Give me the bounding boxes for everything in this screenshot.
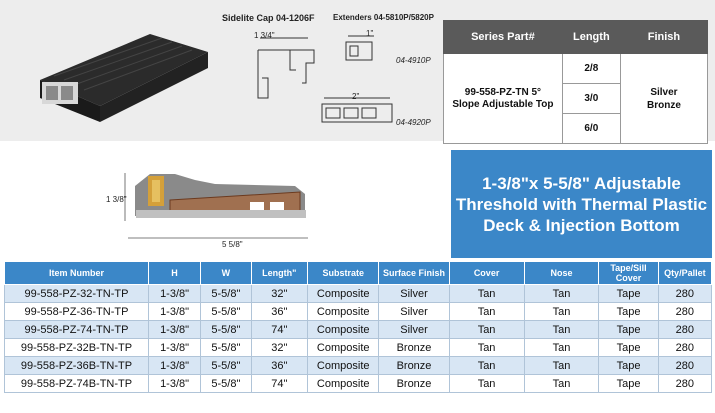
table-cell: 280 (658, 375, 711, 393)
column-header: Item Number (5, 262, 149, 285)
table-cell: Tape (599, 321, 658, 339)
table-cell: Tape (599, 375, 658, 393)
table-cell: 36" (251, 303, 307, 321)
table-cell: 36" (251, 357, 307, 375)
length-cell: 6/0 (562, 114, 620, 144)
column-header: H (148, 262, 200, 285)
sidelite-cap-label: Sidelite Cap 04-1206F (222, 13, 315, 23)
table-cell: Tape (599, 285, 658, 303)
table-cell: 280 (658, 321, 711, 339)
column-header: Length" (251, 262, 307, 285)
table-cell: Composite (307, 285, 378, 303)
table-cell: Tan (449, 375, 524, 393)
series-part: 99-558-PZ-TN 5° Slope Adjustable Top (444, 54, 563, 144)
table-cell: Composite (307, 375, 378, 393)
profile-height-label: 1 3/8" (106, 195, 127, 204)
table-cell: Tan (524, 357, 599, 375)
table-cell: Silver (379, 321, 449, 339)
product-table (4, 261, 712, 393)
table-row (5, 339, 712, 357)
table-cell: 99-558-PZ-74B-TN-TP (5, 375, 149, 393)
finish-header: Finish (620, 21, 707, 54)
cap-dimension: 1 3/4" (254, 31, 275, 40)
table-cell: 1-3/8" (148, 285, 200, 303)
column-header: W (201, 262, 251, 285)
column-header: Cover (449, 262, 524, 285)
product-title-box (451, 150, 712, 258)
table-cell: 280 (658, 339, 711, 357)
column-header: Surface Finish (379, 262, 449, 285)
extender-2-code: 04-4920P (396, 118, 431, 127)
table-cell: 99-558-PZ-36-TN-TP (5, 303, 149, 321)
table-cell: 5-5/8" (201, 375, 251, 393)
table-body (5, 285, 712, 393)
threshold-profile-drawing (100, 156, 445, 256)
table-header-row (5, 262, 712, 285)
table-cell: 32" (251, 339, 307, 357)
table-cell: Tan (449, 357, 524, 375)
product-title: 1-3/8"x 5-5/8" Adjustable Threshold with Thermal Plastic Deck & Injection Bottom (455, 173, 708, 235)
table-cell: Tan (524, 303, 599, 321)
table-row (5, 321, 712, 339)
table-cell: Tan (524, 321, 599, 339)
table-cell: Composite (307, 357, 378, 375)
table-cell: Bronze (379, 357, 449, 375)
table-cell: Tan (524, 285, 599, 303)
column-header: Nose (524, 262, 599, 285)
table-cell: 99-558-PZ-32-TN-TP (5, 285, 149, 303)
table-cell: 280 (658, 303, 711, 321)
product-top-panel (0, 0, 715, 141)
table-row (5, 375, 712, 393)
table-row (5, 303, 712, 321)
table-cell: Tan (449, 285, 524, 303)
table-cell: 1-3/8" (148, 375, 200, 393)
table-row (5, 285, 712, 303)
table-cell: 32" (251, 285, 307, 303)
column-header: Substrate (307, 262, 378, 285)
table-cell: Bronze (379, 375, 449, 393)
table-cell: 1-3/8" (148, 321, 200, 339)
length-header: Length (562, 21, 620, 54)
column-header: Tape/Sill Cover (599, 262, 658, 285)
table-cell: Tape (599, 303, 658, 321)
table-cell: 5-5/8" (201, 339, 251, 357)
threshold-photo (30, 22, 210, 127)
table-cell: 1-3/8" (148, 303, 200, 321)
table-cell: 99-558-PZ-36B-TN-TP (5, 357, 149, 375)
series-header: Series Part# (444, 21, 563, 54)
table-cell: 280 (658, 285, 711, 303)
table-cell: 99-558-PZ-32B-TN-TP (5, 339, 149, 357)
table-cell: Silver (379, 303, 449, 321)
table-cell: 74" (251, 375, 307, 393)
table-cell: Tan (524, 375, 599, 393)
table-cell: Bronze (379, 339, 449, 357)
table-cell: Tan (524, 339, 599, 357)
table-cell: 280 (658, 357, 711, 375)
table-cell: 5-5/8" (201, 285, 251, 303)
table-cell: Tan (449, 303, 524, 321)
series-table (443, 20, 708, 144)
length-cell: 3/0 (562, 84, 620, 114)
table-cell: Tan (449, 321, 524, 339)
table-cell: Composite (307, 303, 378, 321)
table-cell: 1-3/8" (148, 357, 200, 375)
table-cell: 5-5/8" (201, 321, 251, 339)
extenders-label: Extenders 04-5810P/5820P (333, 13, 434, 22)
table-cell: 5-5/8" (201, 303, 251, 321)
table-row (5, 357, 712, 375)
length-cell: 2/8 (562, 54, 620, 84)
table-cell: Composite (307, 321, 378, 339)
column-header: Qty/Pallet (658, 262, 711, 285)
extender-2-dimension: 2" (352, 92, 360, 101)
profile-width-label: 5 5/8" (222, 240, 243, 249)
table-cell: Tan (449, 339, 524, 357)
table-cell: 74" (251, 321, 307, 339)
finish-cell: Silver Bronze (620, 54, 707, 144)
table-cell: Silver (379, 285, 449, 303)
table-cell: Composite (307, 339, 378, 357)
table-cell: 5-5/8" (201, 357, 251, 375)
profile-drawings (218, 8, 438, 133)
extender-1-code: 04-4910P (396, 56, 431, 65)
extender-1-dimension: 1" (366, 29, 374, 38)
table-cell: 99-558-PZ-74-TN-TP (5, 321, 149, 339)
table-cell: 1-3/8" (148, 339, 200, 357)
table-cell: Tape (599, 357, 658, 375)
table-cell: Tape (599, 339, 658, 357)
